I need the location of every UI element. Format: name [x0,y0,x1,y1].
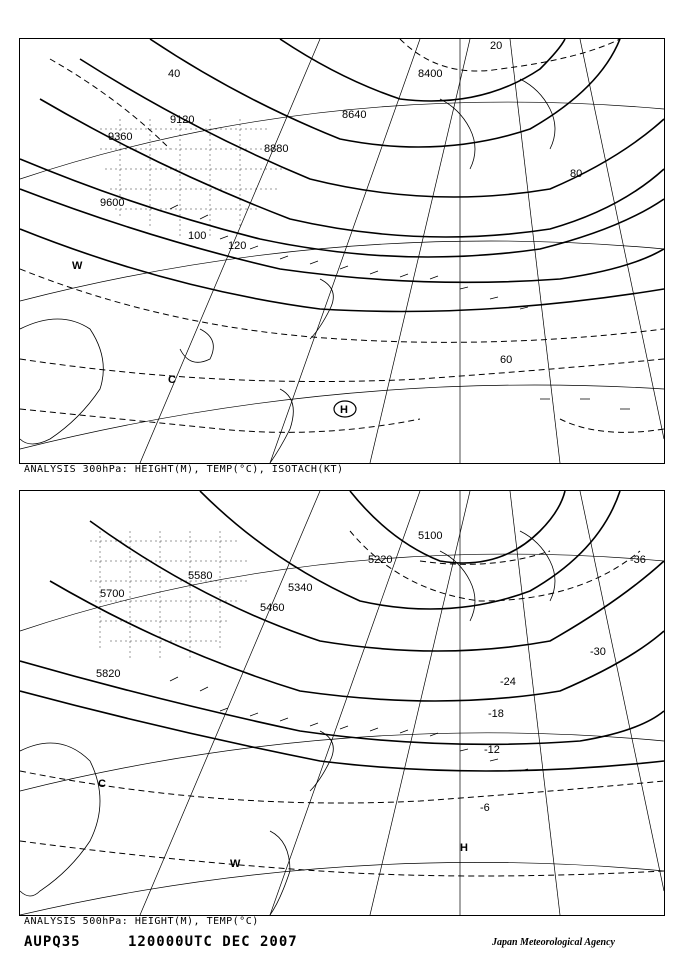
height-label-9360: 9360 [108,131,133,143]
chart-500hpa [19,490,665,916]
height-contours [20,39,664,312]
isotach-label-120: 120 [228,240,247,252]
temp-label-36: -36 [630,554,646,566]
valid-time: 120000UTC DEC 2007 [128,934,298,950]
height-label-5460: 5460 [260,602,285,614]
center-c: C [168,374,176,386]
temp-label-30: -30 [590,646,606,658]
height-labels [100,68,442,209]
graticule [20,39,664,463]
coastlines [20,79,555,463]
center-h: H [460,842,468,854]
isotherms [20,531,664,876]
isotach-labels [168,40,582,366]
map-500hpa [20,491,664,915]
center-w: W [72,260,83,272]
temp-label-18: -18 [488,708,504,720]
isotachs [20,39,664,432]
isotach-label-20: 20 [490,40,503,52]
agency-name: Japan Meteorological Agency [492,937,615,948]
temp-label-24: -24 [500,676,516,688]
chart-code: AUPQ35 [24,934,81,950]
height-label-5220: 5220 [368,554,393,566]
graticule [20,491,664,915]
caption-300hpa: ANALYSIS 300hPa: HEIGHT(M), TEMP(°C), ISOTACH(KT) [24,464,344,475]
temp-labels [480,554,646,814]
height-label-5580: 5580 [188,570,213,582]
height-label-9600: 9600 [100,197,125,209]
center-h: H [340,404,348,416]
height-label-5820: 5820 [96,668,121,680]
height-labels [96,530,442,680]
pressure-centers [72,260,356,417]
height-label-8640: 8640 [342,109,367,121]
isotach-label-60: 60 [500,354,513,366]
height-label-8880: 8880 [264,143,289,155]
height-contours [20,491,664,771]
caption-500hpa: ANALYSIS 500hPa: HEIGHT(M), TEMP(°C) [24,916,259,927]
temp-label-12: -12 [484,744,500,756]
height-label-5340: 5340 [288,582,313,594]
height-label-5700: 5700 [100,588,125,600]
isotach-label-40: 40 [168,68,181,80]
height-label-9120: 9120 [170,114,195,126]
temp-label-6: -6 [480,802,490,814]
map-300hpa [20,39,664,463]
center-w: W [230,858,241,870]
center-c: C [98,778,106,790]
isotach-label-100: 100 [188,230,207,242]
chart-300hpa [19,38,665,464]
isotach-label-80: 80 [570,168,583,180]
height-label-5100: 5100 [418,530,443,542]
height-label-8400: 8400 [418,68,443,80]
